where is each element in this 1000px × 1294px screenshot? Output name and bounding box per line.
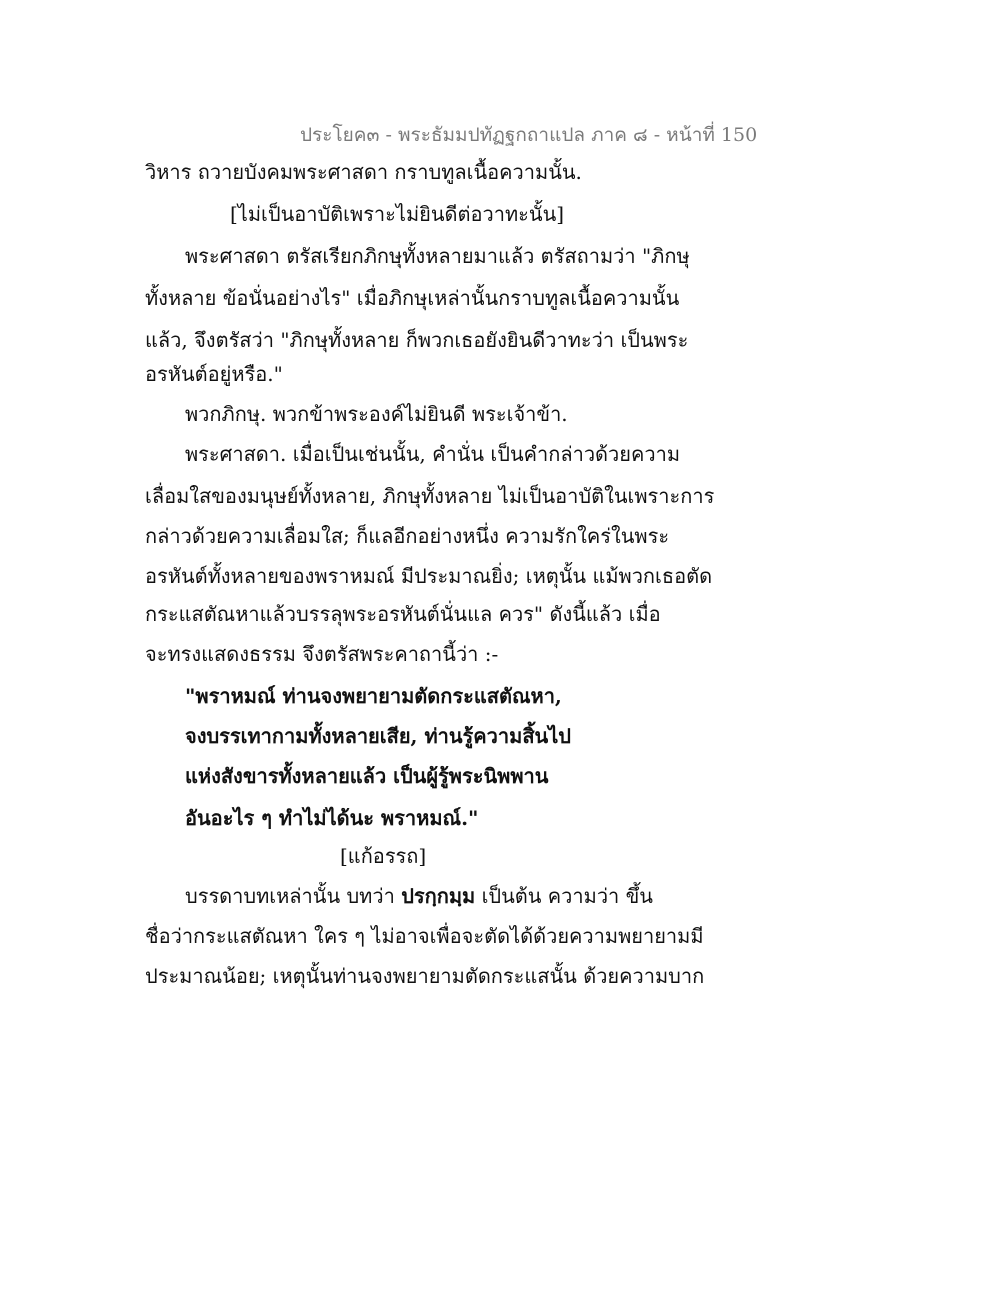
pali-term: ปรกฺกมฺม	[401, 884, 476, 908]
text-line: วิหาร ถวายบังคมพระศาสดา กราบทูลเนื้อความนั้น.	[145, 160, 582, 184]
text-line: อรหันต์อยู่หรือ."	[145, 362, 283, 386]
page-header: ประโยค๓ - พระธัมมปทัฏฐกถาแปล ภาค ๘ - หน้าที่ 150	[300, 124, 758, 146]
text-line	[185, 882, 745, 910]
text-line: ชื่อว่ากระแสตัณหา ใคร ๆ ไม่อาจเพื่อจะตัดได้ด้วยความพยายามมี	[145, 924, 704, 948]
verse-line: "พราหมณ์ ท่านจงพยายามตัดกระแสตัณหา,	[185, 684, 562, 708]
text-line: แล้ว, จึงตรัสว่า "ภิกษุทั้งหลาย ก็พวกเธอยังยินดีวาทะว่า เป็นพระ	[145, 328, 689, 352]
section-heading: [ไม่เป็นอาบัติเพราะไม่ยินดีต่อวาทะนั้น]	[230, 202, 565, 226]
text-line: ทั้งหลาย ข้อนั่นอย่างไร" เมื่อภิกษุเหล่านั้นกราบทูลเนื้อความนั้น	[145, 286, 680, 310]
text-line: กล่าวด้วยความเลื่อมใส; ก็แลอีกอย่างหนึ่ง ความรักใคร่ในพระ	[145, 524, 670, 548]
text-line: กระแสตัณหาแล้วบรรลุพระอรหันต์นั่นแล ควร" ดังนี้แล้ว เมื่อ	[145, 602, 661, 626]
text-line: จะทรงแสดงธรรม จึงตรัสพระคาถานี้ว่า :-	[145, 642, 499, 666]
text-line: เลื่อมใสของมนุษย์ทั้งหลาย, ภิกษุทั้งหลาย ไม่เป็นอาบัติในเพราะการ	[145, 484, 715, 508]
section-heading: [แก้อรรถ]	[340, 844, 427, 868]
text-line: พระศาสดา. เมื่อเป็นเช่นนั้น, คำนั่น เป็นคำกล่าวด้วยความ	[185, 442, 681, 466]
text-line: อรหันต์ทั้งหลายของพราหมณ์ มีประมาณยิ่ง; เหตุนั้น แม้พวกเธอตัด	[145, 564, 713, 588]
text-segment: บรรดาบทเหล่านั้น บทว่า	[185, 884, 402, 908]
verse-line: แห่งสังขารทั้งหลายแล้ว เป็นผู้รู้พระนิพพาน	[185, 764, 549, 788]
text-line: พวกภิกษุ. พวกข้าพระองค์ไม่ยินดี พระเจ้าข้า.	[185, 402, 568, 426]
text-line: พระศาสดา ตรัสเรียกภิกษุทั้งหลายมาแล้ว ตรัสถามว่า "ภิกษุ	[185, 244, 690, 268]
verse-line: อันอะไร ๆ ทำไม่ได้นะ พราหมณ์."	[185, 806, 479, 830]
text-segment: เป็นต้น ความว่า ขึ้น	[475, 884, 653, 908]
text-line: ประมาณน้อย; เหตุนั้นท่านจงพยายามตัดกระแสนั้น ด้วยความบาก	[145, 964, 705, 988]
verse-line: จงบรรเทากามทั้งหลายเสีย, ท่านรู้ความสิ้นไป	[185, 724, 571, 748]
